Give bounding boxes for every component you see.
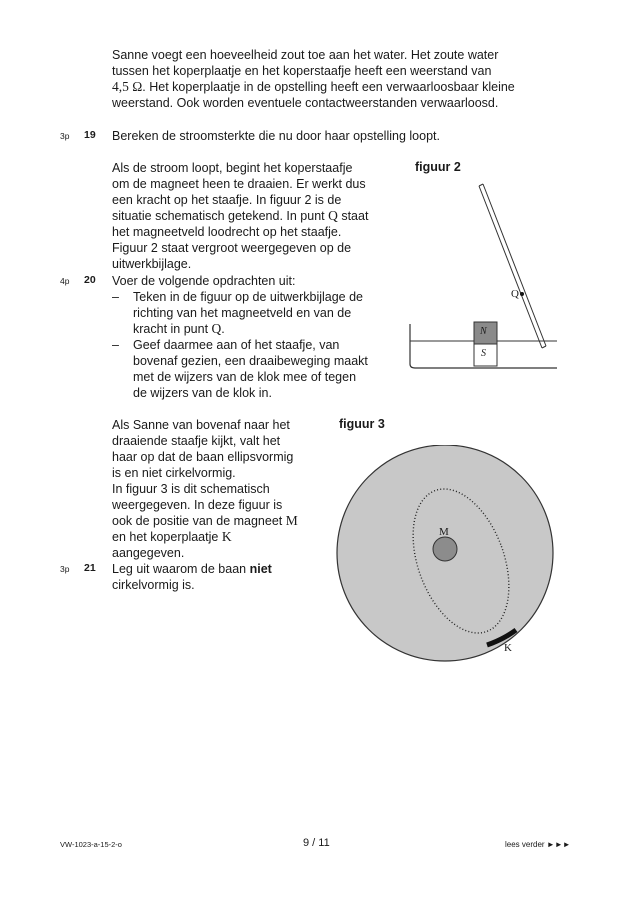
figure-2-q-label: Q <box>511 288 519 300</box>
context-line <box>112 529 298 545</box>
intro-line-rest: . Het koperplaatje in de opstelling heeft een verwaarloosbaar kleine <box>142 80 515 94</box>
q21-text-part: Leg uit waarom de baan <box>112 562 250 576</box>
bullet-text: . <box>221 322 225 336</box>
q21-line: cirkelvormig is. <box>112 578 195 592</box>
intro-line: tussen het koperplaatje en het koperstaafje heeft een weerstand van <box>112 64 492 78</box>
q19-text: Bereken de stroomsterkte die nu door haar opstelling loopt. <box>112 129 440 143</box>
footer-code: VW-1023-a-15-2-o <box>60 840 122 849</box>
point-q-dot <box>520 292 524 296</box>
footer-next: lees verder ►►► <box>505 840 571 849</box>
bullet-text: kracht in punt <box>133 322 212 336</box>
q20-number: 20 <box>84 274 96 286</box>
bullet-text <box>112 321 368 337</box>
context-line: is en niet cirkelvormig. <box>112 466 236 480</box>
intro-line <box>112 79 515 95</box>
context-line: draaiende staafje kijkt, valt het <box>112 434 281 448</box>
intro-paragraph <box>112 47 515 111</box>
q20-points: 4p <box>60 276 70 286</box>
resistance-value: 4,5 Ω <box>112 79 143 94</box>
q20-text: Voer de volgende opdrachten uit: <box>112 274 296 288</box>
context-line <box>112 208 368 224</box>
figure-2-label: figuur 2 <box>415 160 461 174</box>
bullet-text: richting van het magneetveld en van de <box>133 306 352 320</box>
context-line: om de magneet heen te draaien. Er werkt dus <box>112 177 366 191</box>
figure-2-diagram <box>405 176 565 376</box>
dash: – <box>112 338 119 352</box>
context-line: weergegeven. In deze figuur is <box>112 498 283 512</box>
context-text: staat <box>337 209 369 223</box>
bullet-text: met de wijzers van de klok mee of tegen <box>133 370 357 384</box>
figure-3-diagram <box>335 445 555 665</box>
context-line: Als de stroom loopt, begint het koperstaafje <box>112 161 353 175</box>
intro-line: weerstand. Ook worden eventuele contactweerstanden verwaarloosd. <box>112 96 499 110</box>
context-line: het magneetveld loodrecht op het staafje. <box>112 225 342 239</box>
magnet-m-symbol: M <box>285 513 298 528</box>
plate-k-symbol: K <box>221 529 232 544</box>
context-line: Als Sanne van bovenaf naar het <box>112 418 290 432</box>
q21-number: 21 <box>84 562 96 574</box>
magnet-south-label: S <box>481 348 486 359</box>
dash: – <box>112 290 119 304</box>
q21-emphasis: niet <box>249 562 272 576</box>
context-text: en het koperplaatje <box>112 530 222 544</box>
figure-3-m-label: M <box>439 526 449 538</box>
page-number: 9 / 11 <box>303 837 330 849</box>
q21-line <box>112 561 272 577</box>
context-line: uitwerkbijlage. <box>112 257 192 271</box>
bullet-text: Teken in de figuur op de uitwerkbijlage de <box>133 290 364 304</box>
q21-context <box>112 417 298 561</box>
figure-3-k-label: K <box>504 642 512 654</box>
point-q-symbol: Q <box>328 208 338 223</box>
context-text: ook de positie van de magneet <box>112 514 286 528</box>
q20-context <box>112 160 368 272</box>
q19-number: 19 <box>84 129 96 141</box>
context-text: situatie schematisch getekend. In punt <box>112 209 329 223</box>
magnet-m <box>433 537 457 561</box>
context-line: In figuur 3 is dit schematisch <box>112 482 270 496</box>
q20-bullet-1 <box>112 289 368 305</box>
q21-points: 3p <box>60 564 70 574</box>
context-line <box>112 513 298 529</box>
intro-line: Sanne voegt een hoeveelheid zout toe aan het water. Het zoute water <box>112 48 499 62</box>
point-q-symbol: Q <box>211 321 222 336</box>
magnet-north-label: N <box>480 326 487 337</box>
q20-body <box>112 273 368 401</box>
bullet-text: Geef daarmee aan of het staafje, van <box>133 338 340 352</box>
context-line: een kracht op het staafje. In figuur 2 is de <box>112 193 342 207</box>
q21-text <box>112 561 272 593</box>
bullet-text: de wijzers van de klok in. <box>133 386 272 400</box>
bullet-text: bovenaf gezien, een draaibeweging maakt <box>133 354 368 368</box>
figure-3-label: figuur 3 <box>339 417 385 431</box>
q20-bullet-2 <box>112 337 368 353</box>
context-line: haar op dat de baan ellipsvormig <box>112 450 294 464</box>
context-line: Figuur 2 staat vergroot weergegeven op de <box>112 241 352 255</box>
q19-points: 3p <box>60 131 70 141</box>
context-line: aangegeven. <box>112 546 185 560</box>
